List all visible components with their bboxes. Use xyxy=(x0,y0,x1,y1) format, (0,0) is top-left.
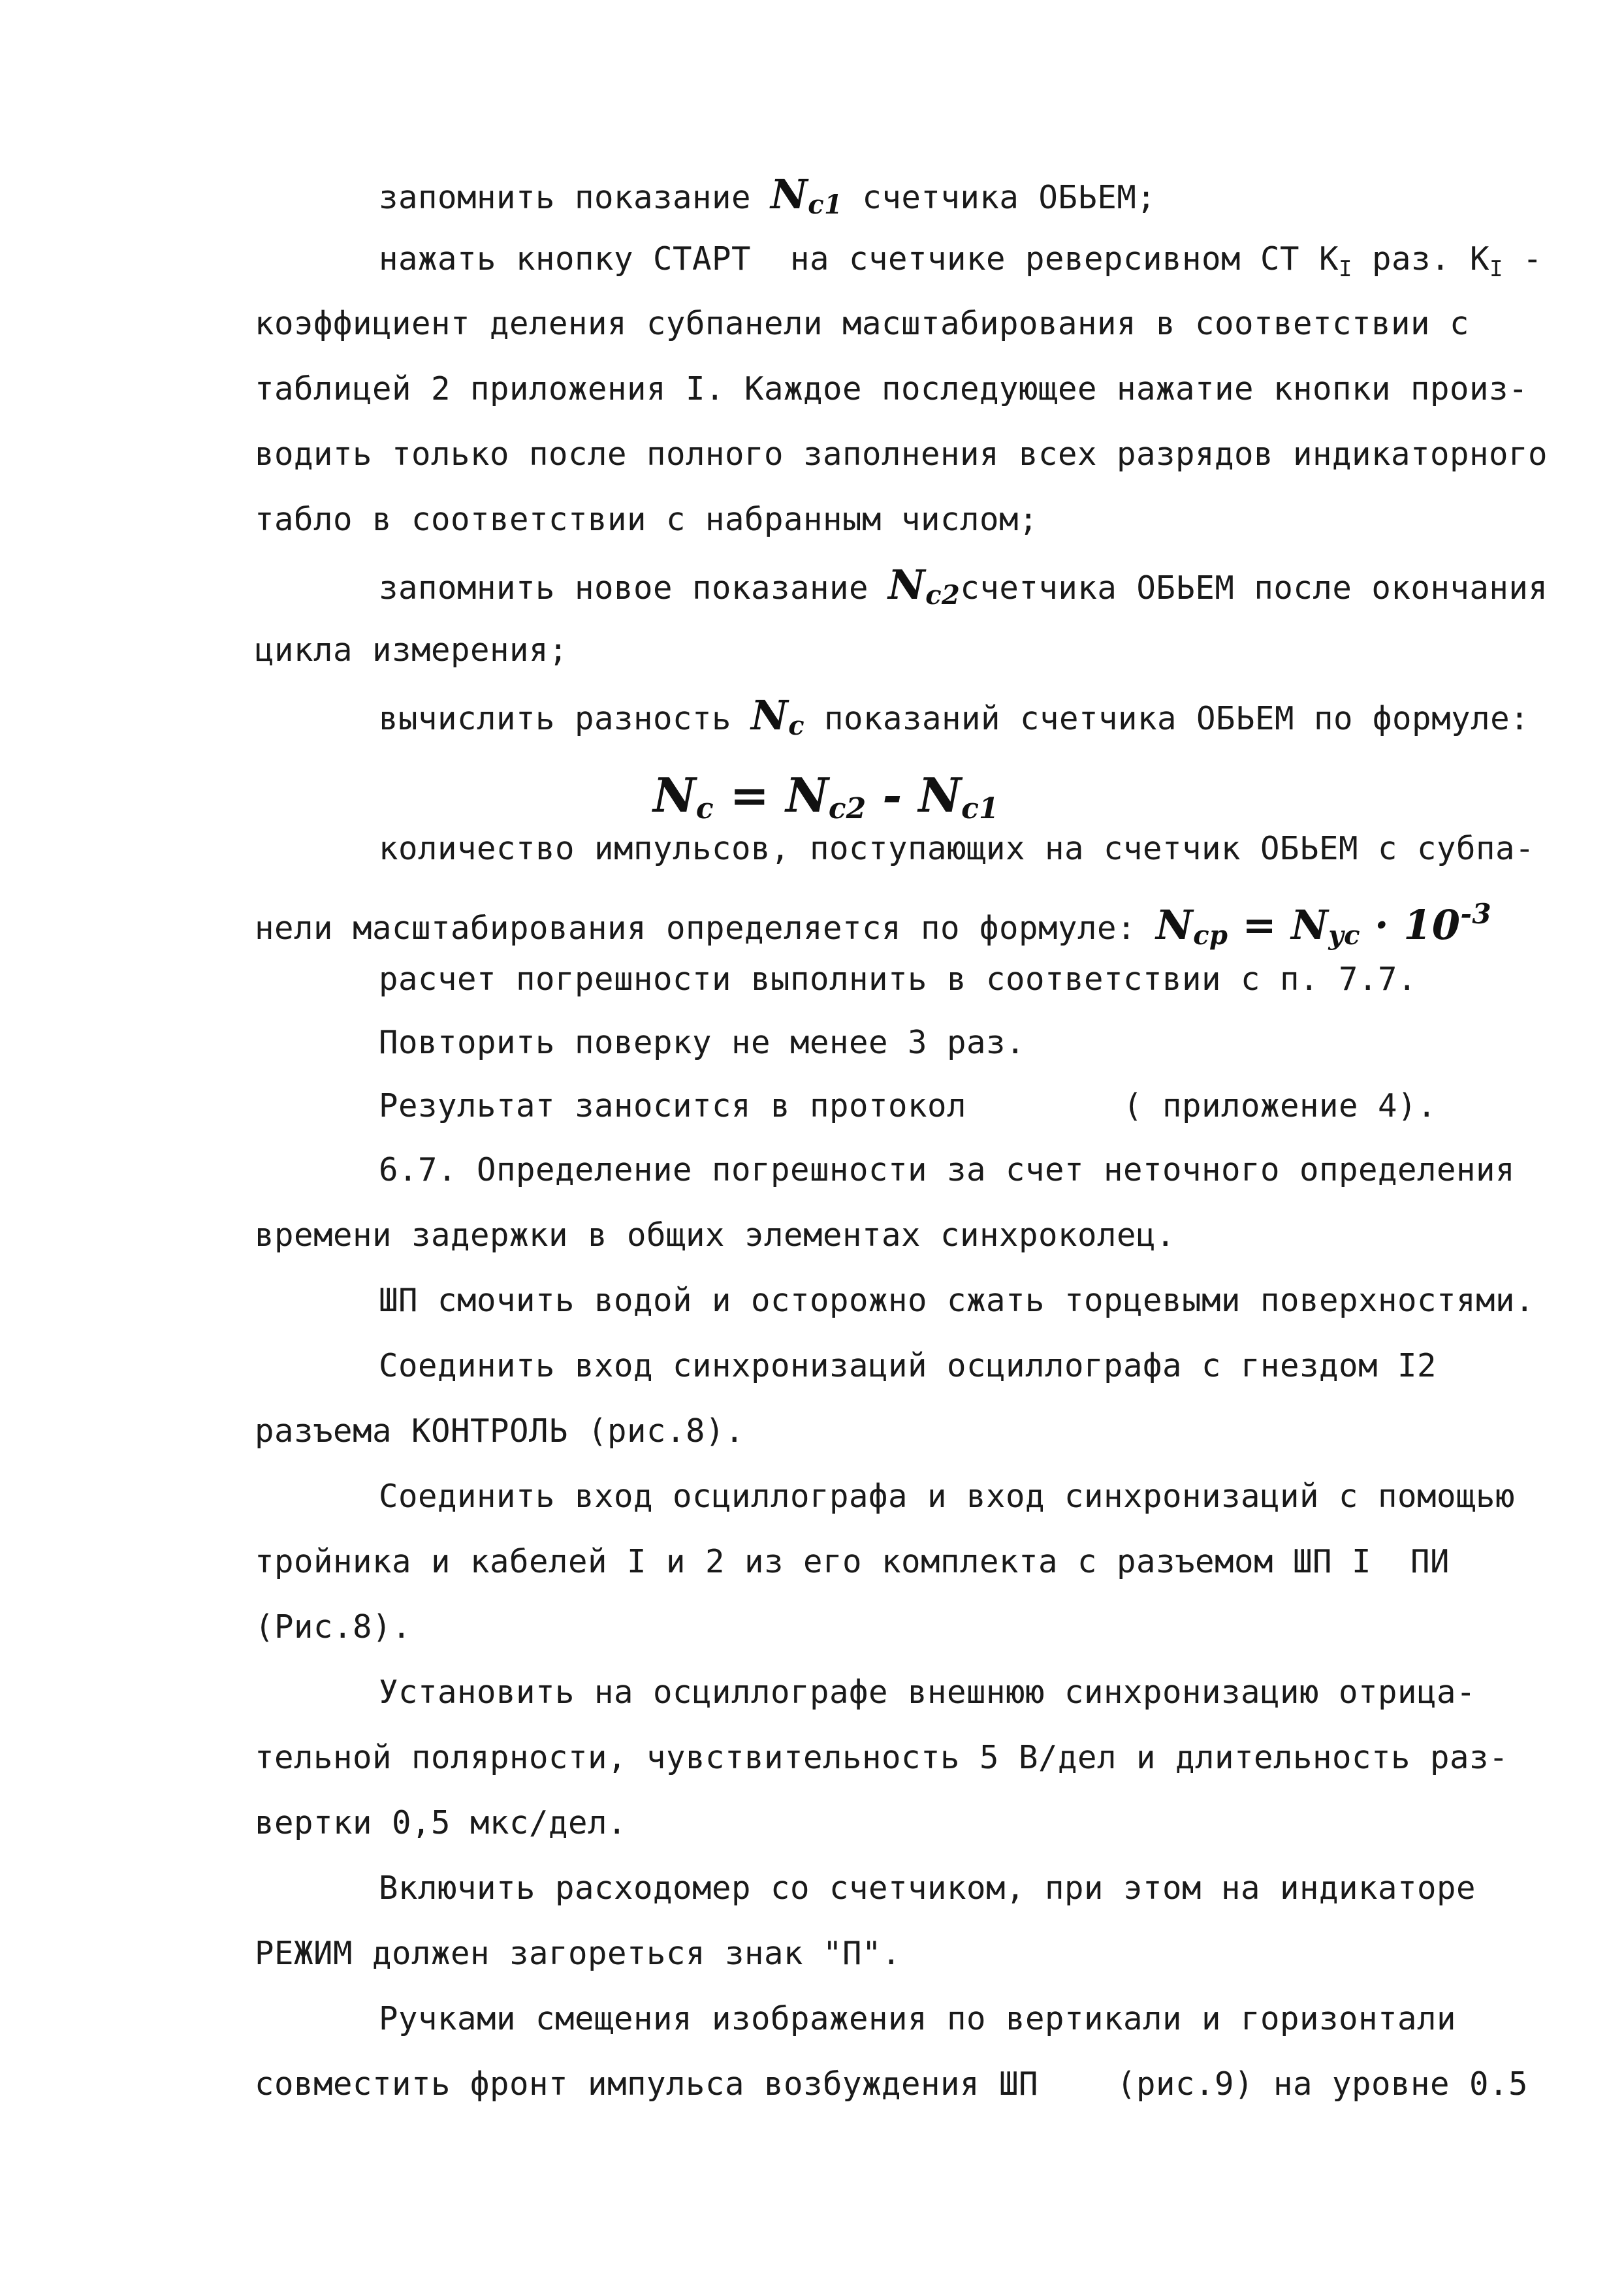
text-line: Соединить вход синхронизаций осциллографа с гнездом I2 xyxy=(379,1347,1437,1384)
text-line: Результат заносится в протокол ( приложение 4). xyxy=(379,1087,1437,1124)
text-line: Соединить вход осциллографа и вход синхронизаций с помощью xyxy=(379,1478,1516,1515)
text-line: нели масштабирования определяется по формуле: $N_{cp} = N_{yc} \cdot 10^{-3}$ xyxy=(255,898,1492,951)
text-line: нажать кнопку СТАРТ на счетчике реверсивном СТ $К_I$ раз. $К_I$ - xyxy=(379,240,1543,282)
text-line: тельной полярности, чувствительность 5 В/дел и длительность раз- xyxy=(255,1739,1509,1776)
text-line: табло в соответствии с набранным числом; xyxy=(255,501,1039,538)
text-line: тройника и кабелей I и 2 из его комплекта с разъемом ШП I ПИ xyxy=(255,1543,1450,1580)
text-line: вычислить разность $N_c$ показаний счетчика ОБЬЕМ по формуле: xyxy=(379,692,1530,741)
text-line: водить только после полного заполнения всех разрядов индикаторного xyxy=(255,436,1548,473)
text-line: РЕЖИМ должен загореться знак "П". xyxy=(255,1935,902,1972)
text-line: времени задержки в общих элементах синхроколец. xyxy=(255,1217,1176,1254)
handwritten-formula: $N_c = N_{c2} - N_{c1}$ xyxy=(653,767,999,825)
text-line: вертки 0,5 мкс/дел. xyxy=(255,1804,628,1841)
text-line: таблицей 2 приложения I. Каждое последующее нажатие кнопки произ- xyxy=(255,370,1529,407)
text-line: запомнить новое показание $N_{c2}счетчика$ ОБЬЕМ после окончания xyxy=(379,561,1548,611)
handwritten-formula-inline: $N_{cp} = N_{yc} \cdot 10^{-3}$ xyxy=(1156,898,1492,951)
text-line: Ручками смещения изображения по вертикали и горизонтали xyxy=(379,2000,1457,2037)
text-line: разъема КОНТРОЛЬ (рис.8). xyxy=(255,1412,745,1450)
text-line: цикла измерения; xyxy=(255,631,569,669)
text-line: ШП смочить водой и осторожно сжать торцевыми поверхностями. xyxy=(379,1282,1535,1319)
text-line: Включить расходомер со счетчиком, при этом на индикаторе xyxy=(379,1870,1476,1907)
handwritten-symbol: $N_{c1}$ xyxy=(771,170,843,220)
text-line: запомнить показание $N_{c1}$ счетчика ОБЬЕМ; xyxy=(379,170,1156,220)
handwritten-symbol: $N_c$ xyxy=(751,692,805,741)
text-line: Установить на осциллографе внешнюю синхронизацию отрица- xyxy=(379,1674,1476,1711)
text-line: (Рис.8). xyxy=(255,1608,412,1646)
handwritten-symbol: $N_{c2}$ xyxy=(888,561,961,611)
text-line: совместить фронт импульса возбуждения ШП (рис.9) на уровне 0.5 xyxy=(255,2065,1529,2103)
text-line: Повторить поверку не менее 3 раз. xyxy=(379,1024,1026,1061)
text-line: расчет погрешности выполнить в соответствии с п. 7.7. xyxy=(379,961,1418,998)
section-heading: 6.7. Определение погрешности за счет неточного определения xyxy=(379,1151,1516,1188)
text-line: количество импульсов, поступающих на счетчик ОБЬЕМ с субпа- xyxy=(379,830,1535,867)
text-line: коэффициент деления субпанели масштабирования в соответствии с xyxy=(255,305,1470,342)
